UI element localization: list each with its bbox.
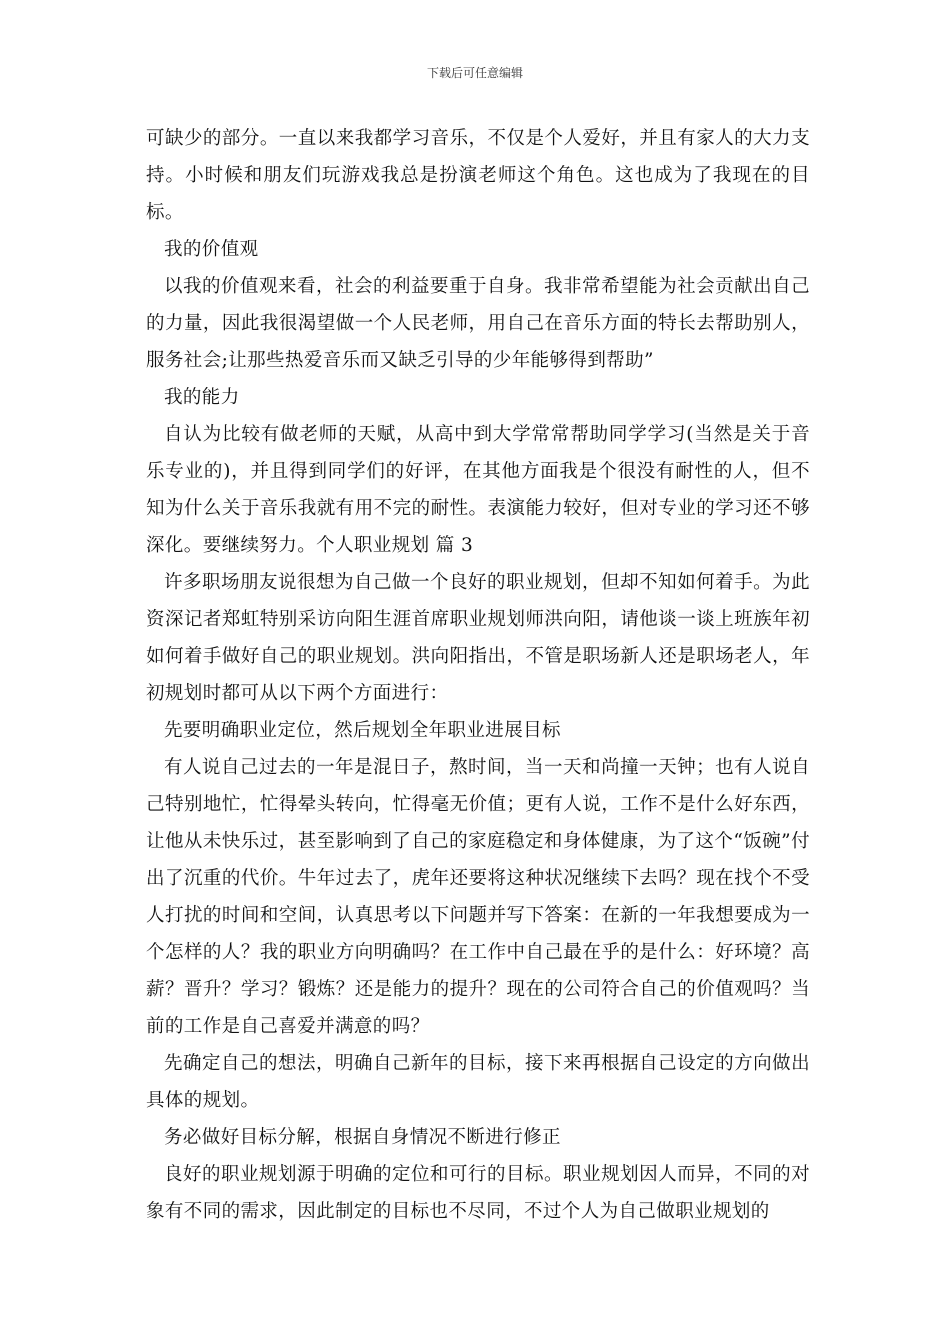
paragraph-plan: 先确定自己的想法，明确自己新年的目标，接下来再根据自己设定的方向做出具体的规划。 [146,1053,810,1111]
page-header-note: 下载后可任意编辑 [426,66,523,80]
paragraph-ability: 自认为比较有做老师的天赋，从高中到大学常常帮助同学学习(当然是关于音乐专业的)，并且得到同学们的好评，在其他方面我是个很没有耐性的人，但不知为什么关于音乐我就有用不完的耐性。表演能力较好，但对专业的学习还不够深化。要继续努力。个人职业规划 篇 3 [146,424,810,556]
paragraph-intro-interview: 许多职场朋友说很想为自己做一个良好的职业规划，但却不知如何着手。为此资深记者郑虹特别采访向阳生涯首席职业规划师洪向阳，请他谈一谈上班族年初如何着手做好自己的职业规划。洪向阳指出，不管是职场新人还是职场老人，年初规划时都可从以下两个方面进行： [146,572,810,704]
paragraph-goals: 良好的职业规划源于明确的定位和可行的目标。职业规划因人而异，不同的对象有不同的需求，因此制定的目标也不尽同，不过个人为自己做职业规划的 [146,1164,810,1222]
section-heading-ability: 我的能力 [164,387,240,408]
section-heading-positioning: 先要明确职业定位，然后规划全年职业进展目标 [164,720,561,741]
document-body [146,120,810,1230]
paragraph-continuation: 可缺少的部分。一直以来我都学习音乐，不仅是个人爱好，并且有家人的大力支持。小时候和朋友们玩游戏我总是扮演老师这个角色。这也成为了我现在的目标。 [146,128,810,223]
section-heading-values: 我的价值观 [164,239,259,260]
paragraph-values: 以我的价值观来看，社会的利益要重于自身。我非常希望能为社会贡献出自己的力量，因此我很渴望做一个人民老师，用自己在音乐方面的特长去帮助别人，服务社会;让那些热爱音乐而又缺乏引导的少年能够得到帮助” [146,276,810,371]
section-heading-decompose: 务必做好目标分解，根据自身情况不断进行修正 [164,1127,561,1148]
paragraph-questions: 有人说自己过去的一年是混日子，熬时间，当一天和尚撞一天钟；也有人说自己特别地忙，忙得晕头转向，忙得毫无价值；更有人说，工作不是什么好东西，让他从未快乐过，甚至影响到了自己的家庭稳定和身体健康，为了这个“饭碗”付出了沉重的代价。牛年过去了，虎年还要将这种状况继续下去吗？现在找个不受人打扰的时间和空间，认真思考以下问题并写下答案：在新的一年我想要成为一个怎样的人？我的职业方向明确吗？在工作中自己最在乎的是什么：好环境？高薪？晋升？学习？锻炼？还是能力的提升？现在的公司符合自己的价值观吗？当前的工作是自己喜爱并满意的吗？ [146,757,810,1037]
